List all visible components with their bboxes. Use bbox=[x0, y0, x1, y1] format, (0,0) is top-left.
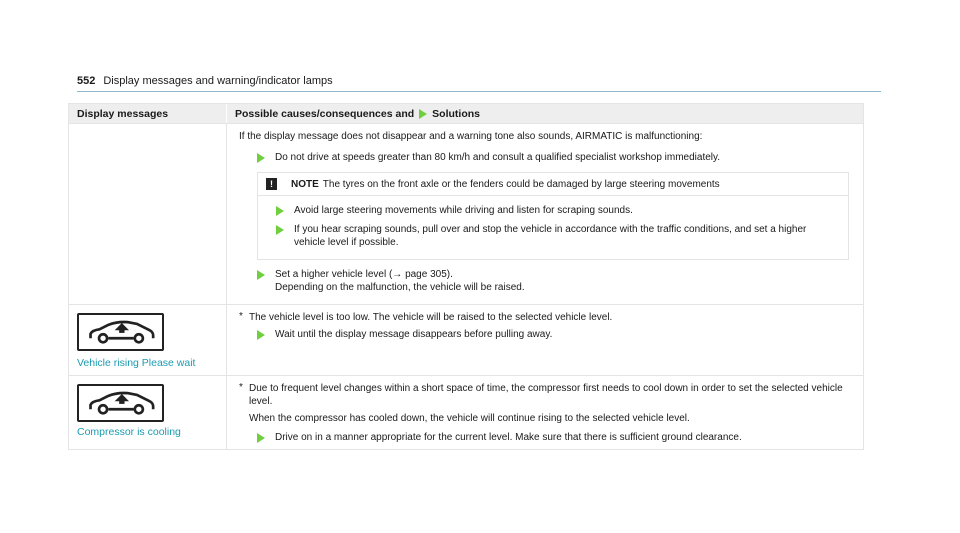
step-item bbox=[257, 431, 849, 444]
step-item bbox=[276, 204, 838, 217]
col-header-causes-label: Possible causes/consequences and bbox=[235, 107, 415, 120]
step-item bbox=[276, 223, 838, 249]
step-item bbox=[257, 151, 849, 164]
condition-text: The vehicle level is too low. The vehicle will be raised to the selected vehicle level. bbox=[249, 312, 613, 323]
step-text: Wait until the display message disappears before pulling away. bbox=[275, 329, 553, 340]
table-header bbox=[69, 104, 863, 123]
message-cell bbox=[69, 376, 227, 449]
arrow-right-icon bbox=[257, 433, 265, 443]
arrow-right-icon bbox=[257, 153, 265, 163]
vehicle-level-raise-icon bbox=[77, 313, 164, 351]
table-row bbox=[69, 375, 863, 449]
condition-line bbox=[239, 382, 849, 408]
message-cell bbox=[69, 305, 227, 375]
info-text: When the compressor has cooled down, the vehicle will continue rising to the selected vehicle level. bbox=[249, 413, 690, 424]
message-cell bbox=[69, 124, 227, 304]
step-text: Do not drive at speeds greater than 80 km/h and consult a qualified specialist workshop immediately. bbox=[275, 152, 721, 163]
solution-cell bbox=[227, 124, 863, 304]
arrow-right-icon bbox=[276, 225, 284, 235]
step-text: Depending on the malfunction, the vehicle will be raised. bbox=[275, 282, 525, 293]
step-text: If you hear scraping sounds, pull over and stop the vehicle in accordance with the traffic conditions, and set a higher vehicle level if possible. bbox=[294, 224, 807, 248]
col-header-messages: Display messages bbox=[69, 104, 227, 123]
note-box bbox=[257, 172, 849, 260]
display-message-label: Vehicle rising Please wait bbox=[77, 357, 196, 369]
warning-icon: ! bbox=[266, 178, 277, 190]
step-item bbox=[257, 268, 849, 294]
page-header bbox=[77, 72, 881, 92]
intro-text: If the display message does not disappear and a warning tone also sounds, AIRMATIC is malfunctioning: bbox=[239, 131, 703, 142]
step-item bbox=[257, 328, 849, 341]
solution-cell bbox=[227, 305, 863, 375]
table-row bbox=[69, 304, 863, 375]
note-header bbox=[258, 173, 848, 196]
col-header-causes bbox=[227, 104, 863, 123]
step-text: Avoid large steering movements while driving and listen for scraping sounds. bbox=[294, 205, 633, 216]
bullet-star-icon: * bbox=[239, 311, 243, 322]
condition-text: Due to frequent level changes within a short space of time, the compressor first needs to cool down in order to set the selected vehicle level. bbox=[249, 383, 843, 407]
arrow-right-icon bbox=[419, 109, 427, 119]
bullet-star-icon: * bbox=[239, 382, 243, 393]
col-header-solutions-label: Solutions bbox=[432, 107, 481, 120]
note-label: NOTE bbox=[291, 178, 319, 190]
solution-cell bbox=[227, 376, 863, 449]
arrow-right-icon bbox=[276, 206, 284, 216]
condition-line bbox=[239, 311, 849, 324]
arrow-right-icon bbox=[257, 330, 265, 340]
messages-table bbox=[68, 103, 864, 450]
table-row bbox=[69, 123, 863, 304]
vehicle-level-raise-icon bbox=[77, 384, 164, 422]
page-number: 552 bbox=[77, 75, 96, 87]
step-text: Drive on in a manner appropriate for the current level. Make sure that there is sufficient ground clearance. bbox=[275, 432, 742, 443]
note-text: The tyres on the front axle or the fenders could be damaged by large steering movements bbox=[322, 178, 720, 190]
step-text: Set a higher vehicle level (→ page 305). bbox=[275, 269, 453, 280]
page-title: Display messages and warning/indicator lamps bbox=[103, 75, 333, 87]
arrow-right-icon bbox=[257, 270, 265, 280]
display-message-label: Compressor is cooling bbox=[77, 426, 181, 438]
note-body bbox=[258, 196, 848, 259]
